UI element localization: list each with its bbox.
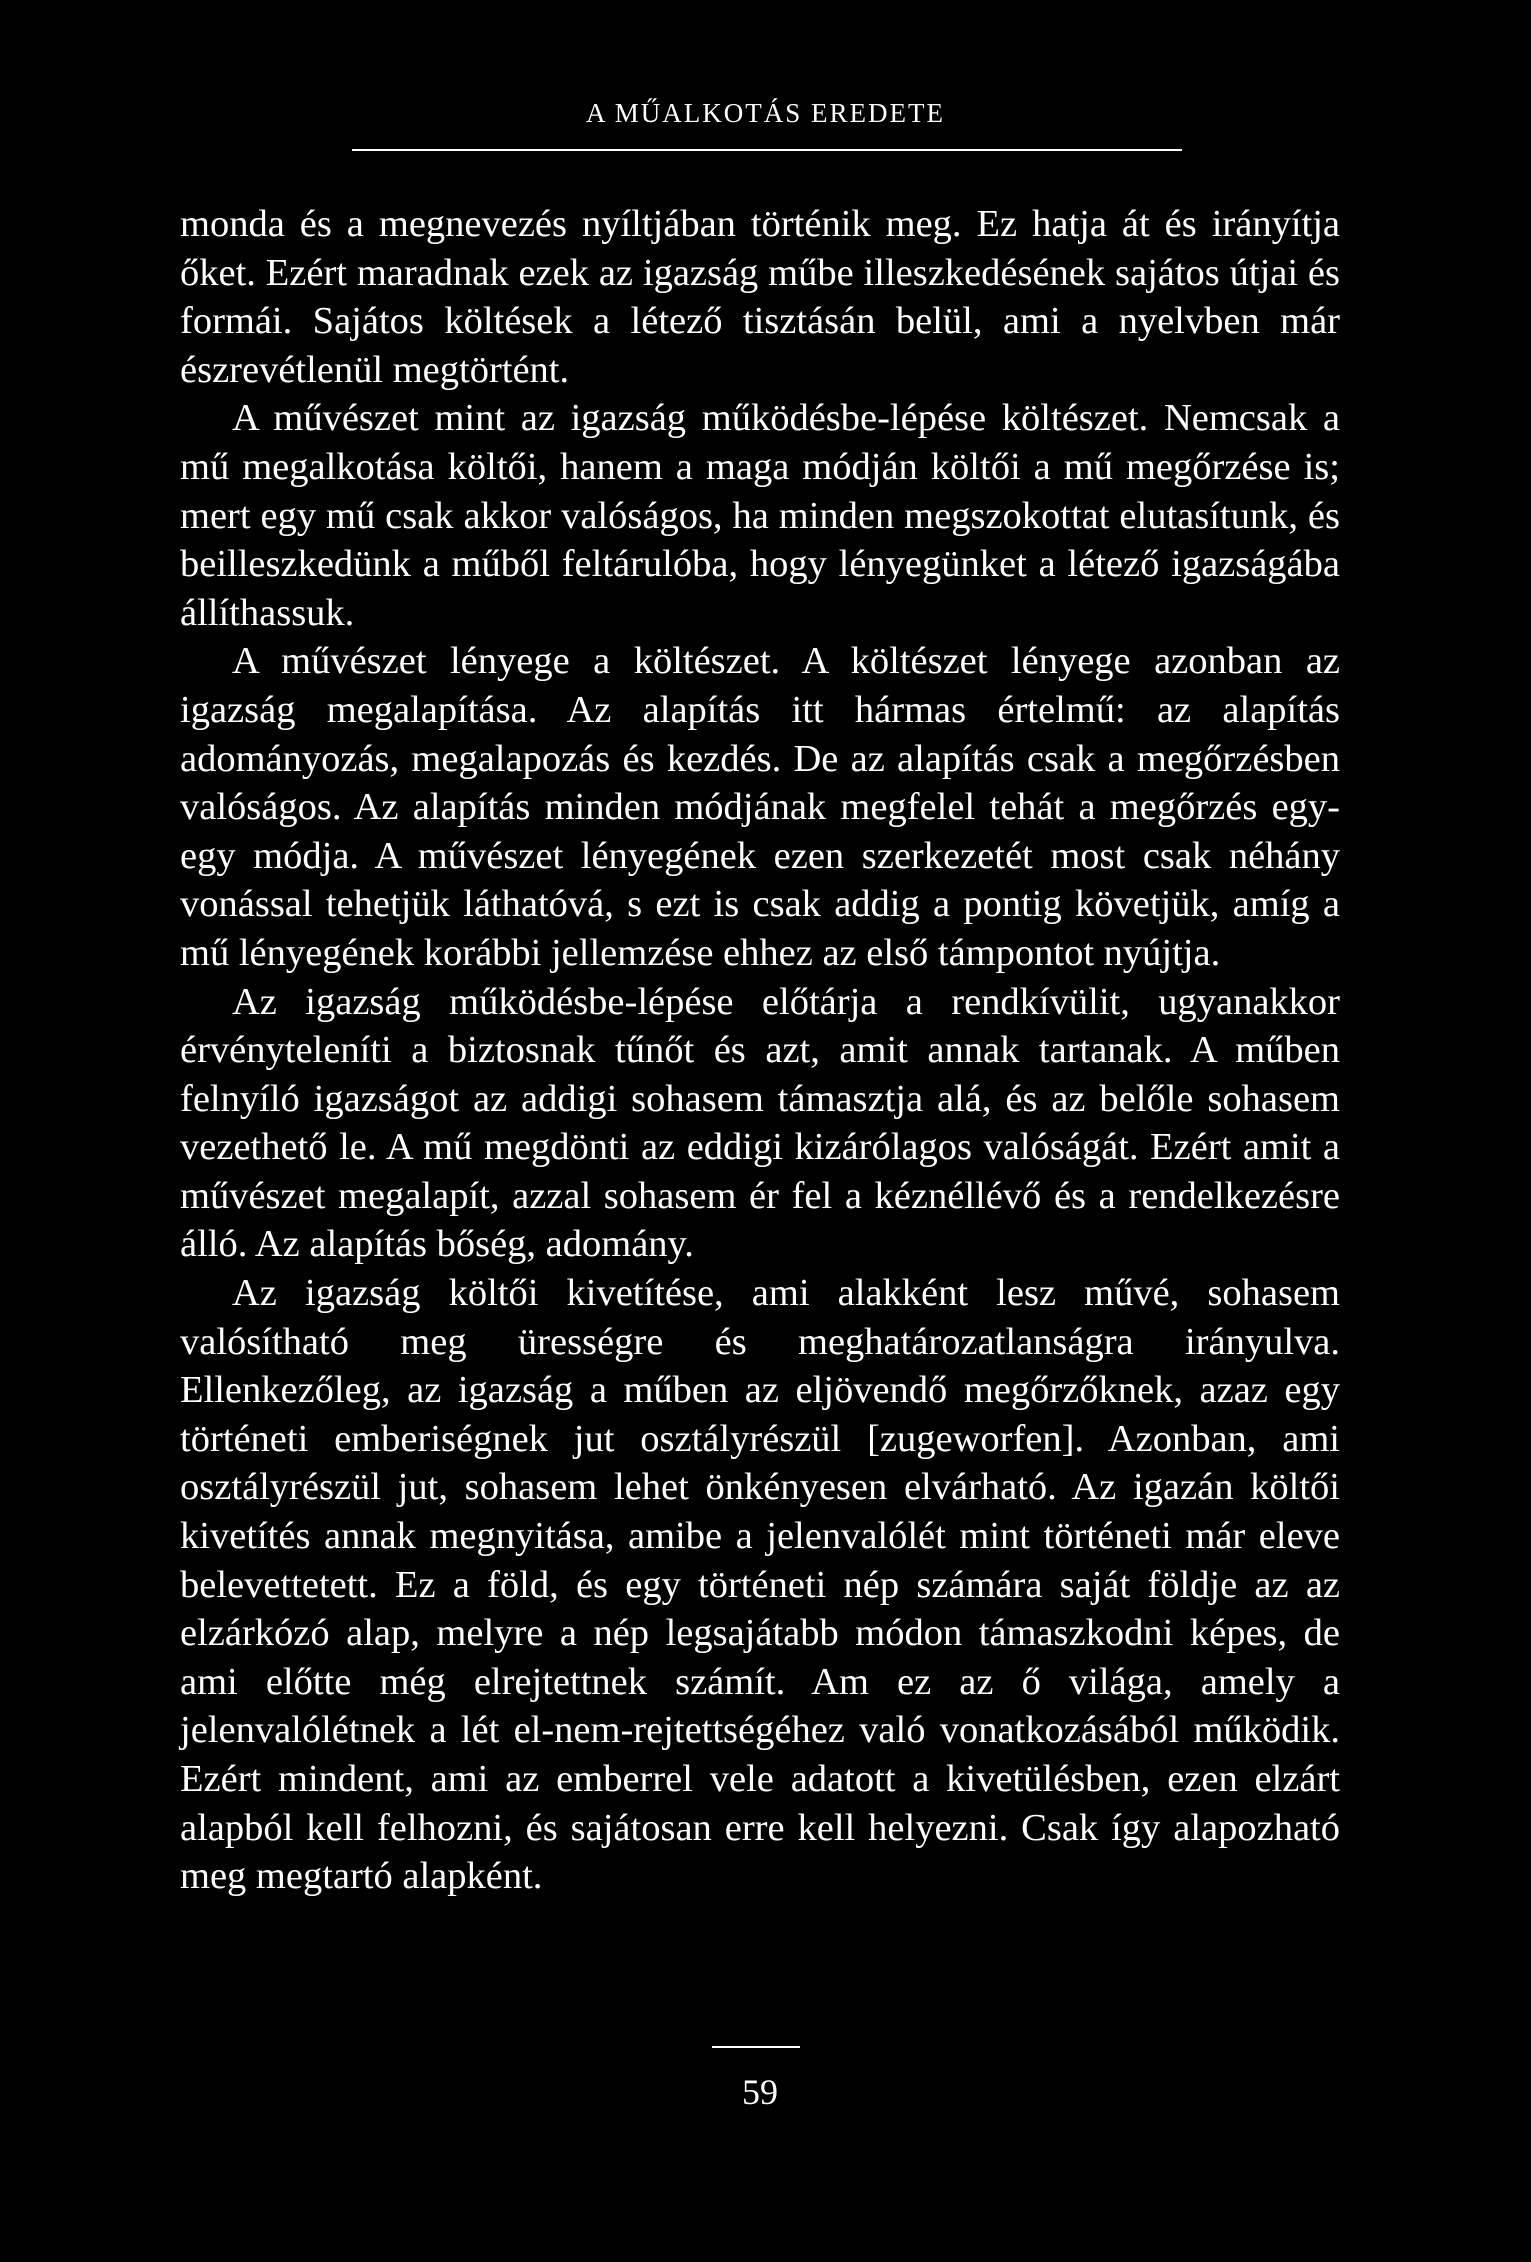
running-head: A MŰALKOTÁS EREDETE bbox=[586, 98, 945, 128]
paragraph: Az igazság működésbe-lépése előtárja a rendkívülit, ugyanakkor érvényteleníti a biztosnak tűnőt és azt, amit annak tartanak. A műben felnyíló igazságot az addigi sohasem támasztja alá, és az belőle sohasem vezethető le. A mű megdönti az eddigi kizárólagos valóságát. Ezért amit a művészet megalapít, azzal sohasem ér fel a kéznéllévő és a rendelkezésre álló. Az alapítás bőség, adomány. bbox=[180, 980, 1340, 1266]
footer-rule bbox=[712, 2046, 800, 2048]
page-number: 59 bbox=[742, 2072, 778, 2112]
body-text bbox=[180, 200, 1340, 1901]
paragraph: A művészet mint az igazság működésbe-lépése költészet. Nemcsak a mű megalkotása költői, hanem a maga módján költői a mű megőrzése is; mert egy mű csak akkor valóságos, ha minden megszokottat elutasítunk, és beilleszkedünk a műből feltárulóba, hogy lényegünket a létező igazságába állíthassuk. bbox=[180, 397, 1340, 634]
header-rule bbox=[352, 149, 1182, 151]
paragraph-continued: monda és a megnevezés nyíltjában történik meg. Ez hatja át és irányítja őket. Ezért maradnak ezek az igazság műbe illeszkedésének sajátos útjai és formái. Sajátos költések a létező tisztásán belül, ami a nyelvben már észrevétlenül megtörtént. bbox=[180, 203, 1340, 391]
paragraph: Az igazság költői kivetítése, ami alakként lesz művé, sohasem valósítható meg ürességre és meghatározatlanságra irányulva. Ellenkezőleg, az igazság a műben az eljövendő megőrzőknek, azaz egy történeti emberiségnek jut osztályrészül [zugeworfen]. Azonban, ami osztályrészül jut, sohasem lehet önkényesen elvárható. Az igazán költői kivetítés annak megnyitása, amibe a jelenvalólét mint történeti már eleve belevettetett. Ez a föld, és egy történeti nép számára saját földje az az elzárkózó alap, melyre a nép legsajátabb módon támaszkodni képes, de ami előtte még elrejtettnek számít. Am ez az ő világa, amely a jelenvalólétnek a lét el-nem-rejtettségéhez való vonatkozásából működik. Ezért mindent, ami az emberrel vele adatott a kivetülésben, ezen elzárt alapból kell felhozni, és sajátosan erre kell helyezni. Csak így alapozható meg megtartó alapként. bbox=[180, 1272, 1340, 1898]
paragraph: A művészet lényege a költészet. A költészet lényege azonban az igazság megalapítása. Az alapítás itt hármas értelmű: az alapítás adományozás, megalapozás és kezdés. De az alapítás csak a megőrzésben valóságos. Az alapítás minden módjának megfelel tehát a megőrzés egy-egy módja. A művészet lényegének ezen szerkezetét most csak néhány vonással tehetjük láthatóvá, s ezt is csak addig a pontig követjük, amíg a mű lényegének korábbi jellemzése ehhez az első támpontot nyújtja. bbox=[180, 640, 1340, 974]
